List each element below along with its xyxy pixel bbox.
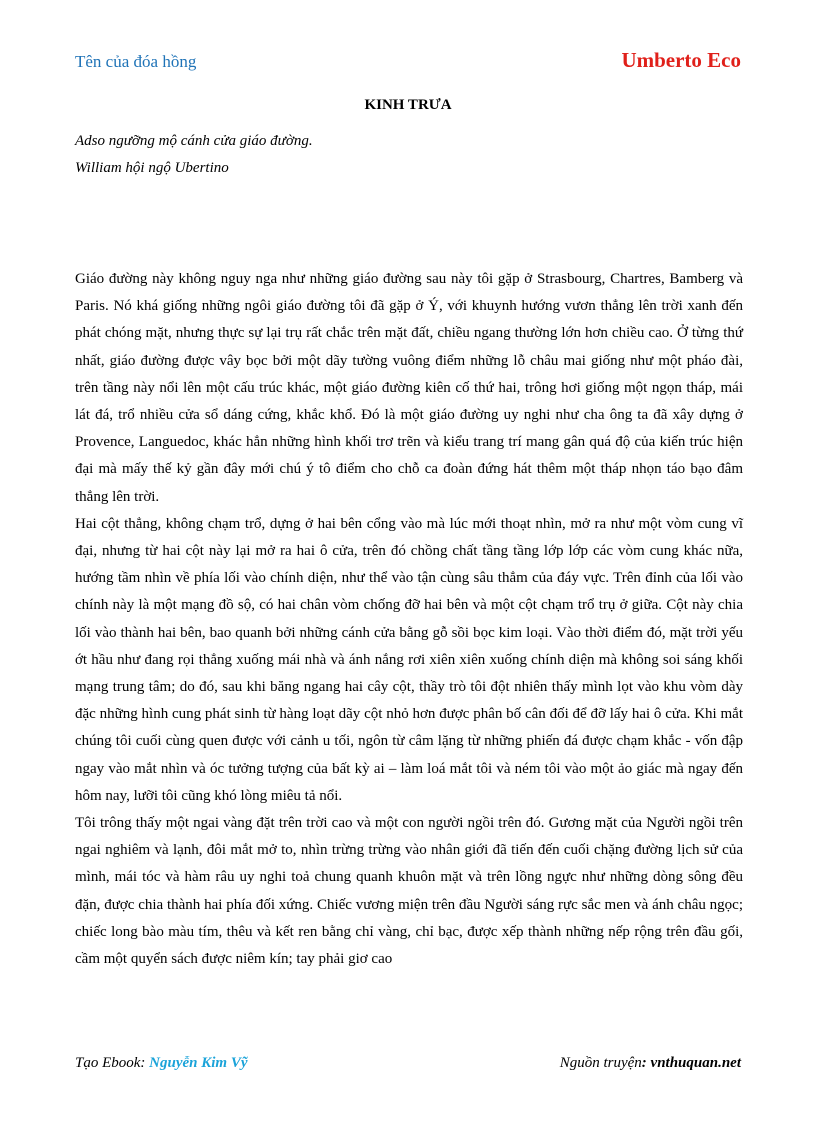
- chapter-body: [75, 266, 743, 973]
- source-label: Nguồn truyện: [559, 1055, 642, 1071]
- paragraph: Tôi trông thấy một ngai vàng đặt trên trời cao và một con người ngồi trên đó. Gương mặt của Người ngồi trên ngai nghiêm và lạnh, đôi mắt mở to, nhìn trừng trừng vào nhân giới đã tiến đến cuối chặng đường lịch sử của mình, mái tóc và hàm râu uy nghi toả chung quanh khuôn mặt và trên lồng ngực như những dòng sông đều đặn, được chia thành hai phía đối xứng. Chiếc vương miện trên đầu Người sáng rực sắc men và ánh châu ngọc; chiếc long bào màu tím, thêu và kết ren bằng chỉ vàng, chỉ bạc, được xếp thành những nếp rộng trên đầu gối, cầm một quyển sách được niêm kín; tay phải giơ cao: [75, 815, 743, 968]
- author-name: Umberto Eco: [621, 48, 741, 72]
- ebook-separator: :: [140, 1055, 150, 1071]
- chapter-summary-line: Adso ngưỡng mộ cánh cửa giáo đường.: [75, 133, 313, 149]
- ebook-credit: [75, 1055, 248, 1072]
- chapter-summary-line: William hội ngộ Ubertino: [75, 160, 229, 176]
- book-title: Tên của đóa hồng: [75, 52, 197, 71]
- source-site: vnthuquan.net: [650, 1055, 741, 1071]
- ebook-label: Tạo Ebook: [75, 1055, 141, 1071]
- source-credit: [560, 1055, 741, 1072]
- ebook-author: Nguyễn Kim Vỹ: [149, 1055, 248, 1071]
- paragraph: Giáo đường này không nguy nga như những giáo đường sau này tôi gặp ở Strasbourg, Chartres, Bamberg và Paris. Nó khá giống những ngôi giáo đường tôi đã gặp ở Ý, với khuynh hướng vươn thẳng lên trời xanh đến phát chóng mặt, nhưng thực sự lại trụ rất chắc trên mặt đất, chiều ngang thường lớn hơn chiều cao. Ở từng thứ nhất, giáo đường được vây bọc bởi một dãy tường vuông điểm những lỗ châu mai giống như một pháo đài, trên tầng này nổi lên một cấu trúc khác, một giáo đường kiên cố thứ hai, trông hơi giống một ngọn tháp, mái lát đá, trổ nhiều cửa sổ dáng cứng, khắc khổ. Đó là một giáo đường uy nghi như cha ông ta đã xây dựng ở Provence, Languedoc, khác hẳn những hình khối trơ trẽn và kiểu trang trí mang gân quá độ của kiến trúc hiện đại mà mấy thế kỷ gần đây mới chú ý tô điểm cho chỗ ca đoàn đứng hát thêm một tháp nhọn táo bạo đâm thẳng lên trời.: [75, 271, 743, 505]
- paragraph: Hai cột thẳng, không chạm trổ, dựng ở hai bên cổng vào mà lúc mới thoạt nhìn, mở ra như một vòm cung vĩ đại, nhưng từ hai cột này lại mở ra hai ô cửa, trên đó chồng chất tầng tầng lớp lớp các vòm cung khác nữa, hướng tầm nhìn về phía lối vào chính diện, như thể vào tận cùng sâu thẳm của đáy vực. Trên đỉnh của lối vào chính này là một mạng đồ sộ, có hai chân vòm chống đỡ hai bên và một cột chạm trổ trụ ở giữa. Cột này chia lối vào thành hai bên, bao quanh bởi những cánh cửa bằng gỗ sồi bọc kim loại. Vào thời điểm đó, mặt trời yếu ớt hầu như đang rọi thẳng xuống mái nhà và ánh nắng rơi xiên xiên xuống chính diện mà không soi sáng khối mạng trung tâm; do đó, sau khi băng ngang hai cây cột, thầy trò tôi đột nhiên thấy mình lọt vào khu vòm dày đặc những hình cung phát sinh từ hàng loạt dãy cột nhỏ hơn được phân bố cân đối để đỡ lấy hai ô cửa. Khi mắt chúng tôi cuối cùng quen được với cảnh u tối, ngôn từ câm lặng từ những phiến đá được chạm khắc - vốn đập ngay vào mắt nhìn và óc tưởng tượng của bất kỳ ai – làm loá mắt tôi và ném tôi vào một ảo giác mà ngay đến hôm nay, lưỡi tôi cũng khó lòng miêu tả nổi.: [75, 515, 743, 804]
- chapter-title: KINH TRƯA: [364, 97, 452, 113]
- source-separator: :: [641, 1055, 651, 1071]
